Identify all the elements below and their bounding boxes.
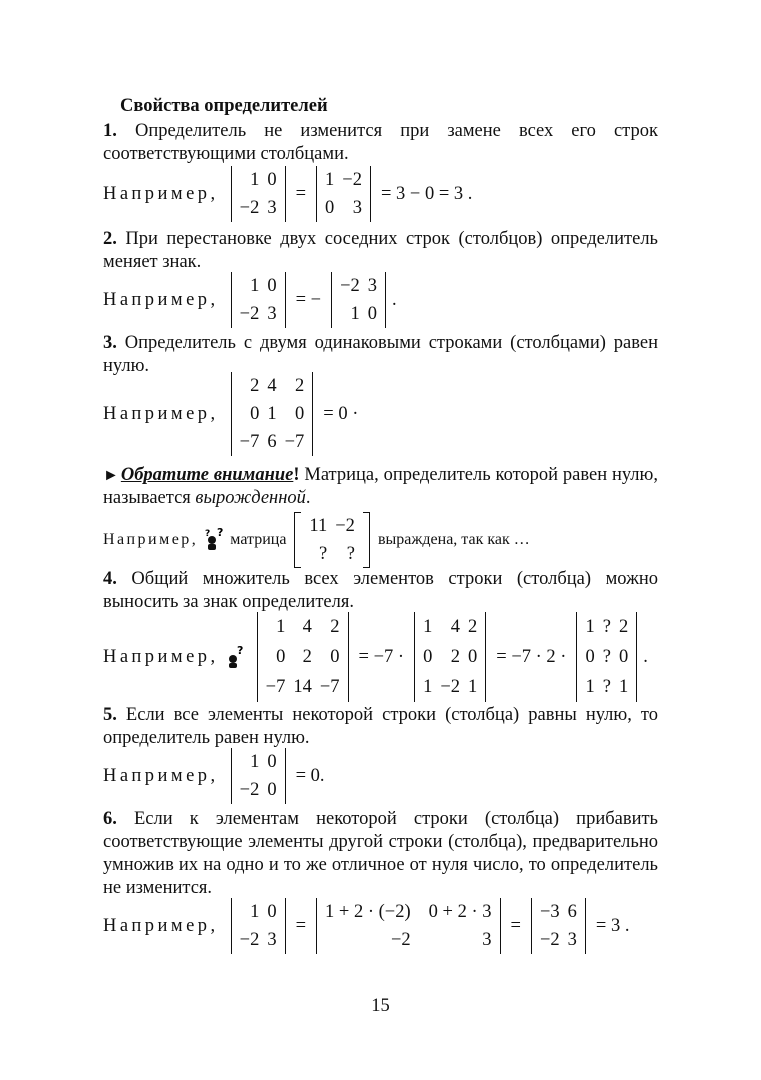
matrix: [294, 512, 370, 568]
matrix-cell: 1: [350, 303, 360, 324]
example-label: Например,: [103, 289, 219, 310]
matrix-cell: 0: [423, 646, 433, 667]
matrix-cell: 0: [330, 646, 340, 667]
property-text: Определитель с двумя одинаковыми строками (столбцами) равен нулю.: [103, 333, 658, 376]
matrix-cell: 6: [267, 431, 277, 452]
matrix-cell: 3: [367, 275, 378, 296]
thinking-person-icon: [225, 645, 247, 669]
matrix-cell: −7: [284, 431, 305, 452]
matrix-cell: 0 + 2 · 3: [428, 901, 492, 922]
matrix-cell: 1: [468, 676, 478, 697]
property-number: 3.: [103, 333, 117, 353]
matrix-cell: 0: [267, 779, 277, 800]
determinant: [227, 372, 318, 456]
matrix-cell: 0: [267, 275, 277, 296]
matrix-cell: 1: [250, 275, 260, 296]
matrix-cell: 3: [267, 303, 277, 324]
matrix-cell: 0: [295, 403, 305, 424]
example-label: Например,: [103, 183, 219, 204]
matrix-cell: 0: [267, 901, 277, 922]
matrix-cell: 0: [267, 751, 277, 772]
matrix-cell: 0: [325, 197, 335, 218]
matrix-cell: 1: [250, 169, 260, 190]
example-label: Например,: [103, 765, 219, 786]
matrix-cell: 6: [567, 901, 577, 922]
matrix-cell: −3: [539, 901, 560, 922]
matrix-cell: 2: [295, 375, 305, 396]
matrix-cell: 2: [450, 646, 461, 667]
property-text: Если к элементам некоторой строки (столбца) прибавить соответствующие элементы другой строки (столбца), предварительно умножив их на одно и то же отличное от нуля число, то определитель не изменится.: [103, 809, 658, 898]
note-end: .: [305, 488, 311, 508]
matrix-cell: −2: [440, 676, 461, 697]
determinant: [227, 166, 290, 222]
property-6: [103, 808, 658, 900]
matrix-cell: 3: [567, 929, 577, 950]
determinant: [527, 898, 590, 954]
page-number: 15: [371, 996, 390, 1016]
determinant: [227, 272, 290, 328]
property-5: [103, 704, 658, 750]
determinant: [253, 612, 353, 702]
matrix-cell: −2: [239, 197, 260, 218]
matrix-cell: 1: [423, 616, 433, 637]
matrix-cell: 4: [450, 616, 461, 637]
determinant: [312, 898, 504, 954]
matrix-cell: 2: [302, 646, 312, 667]
matrix-cell: ?: [602, 676, 611, 697]
example-5: [103, 748, 329, 804]
note-text: Матрица, определитель которой равен нулю, называется: [103, 465, 658, 508]
example-result: = 0.: [295, 765, 325, 786]
example-4: [103, 612, 648, 702]
matrix-cell: 4: [267, 375, 277, 396]
example-label: Например,: [103, 403, 219, 424]
property-number: 4.: [103, 569, 117, 589]
matrix-cell: 2: [330, 616, 340, 637]
matrix-cell: −2: [539, 929, 560, 950]
matrix-cell: 2: [250, 375, 260, 396]
matrix-cell: −7: [265, 676, 286, 697]
matrix-cell: −2: [239, 929, 260, 950]
matrix-cell: 0: [367, 303, 378, 324]
matrix-cell: 1: [250, 901, 260, 922]
determinant: [327, 272, 390, 328]
exclamation: !: [293, 465, 300, 485]
matrix-cell: −2: [335, 515, 355, 536]
matrix-cell: ?: [602, 616, 611, 637]
matrix-cell: 2: [468, 616, 478, 637]
matrix-cell: 3: [267, 929, 277, 950]
property-number: 6.: [103, 809, 117, 829]
example-3: [103, 372, 362, 456]
matrix-cell: 1: [325, 169, 335, 190]
thinking-person-icon: [204, 528, 226, 552]
matrix-cell: −7: [319, 676, 340, 697]
matrix-cell: −2: [342, 169, 362, 190]
svg-text:?: ?: [236, 645, 244, 657]
matrix-cell: 11: [309, 515, 328, 536]
factor: = −7 · 2 ·: [496, 646, 567, 667]
property-1: [103, 120, 658, 166]
matrix-cell: 0: [585, 646, 595, 667]
matrix-cell: 0: [618, 646, 629, 667]
matrix-cell: ?: [346, 543, 355, 564]
example-6: Например, 1 0 −2 3 = 1 + 2 · (−2) 0 + 2 · 3 −2 3 = −3 6 −2 3 = 3 .: [103, 898, 633, 954]
matrix-cell: 1: [585, 616, 595, 637]
example-end: .: [392, 289, 397, 310]
example-result: = 0 ·: [323, 403, 359, 424]
matrix-word: матрица: [230, 531, 287, 548]
matrix-cell: 1: [585, 676, 595, 697]
matrix-cell: ?: [602, 646, 611, 667]
matrix-cell: 3: [482, 929, 492, 950]
matrix-cell: 1: [618, 676, 629, 697]
property-number: 5.: [103, 705, 117, 725]
determinant: [572, 612, 641, 702]
matrix-cell: 1: [267, 403, 277, 424]
property-text: При перестановке двух соседних строк (столбцов) определитель меняет знак.: [103, 229, 658, 272]
example-label: Например,: [103, 646, 219, 667]
matrix-cell: 0: [468, 646, 478, 667]
determinant: [227, 748, 290, 804]
matrix-cell: 14: [293, 676, 312, 697]
matrix-cell: 1: [250, 751, 260, 772]
example-note: [103, 512, 530, 568]
matrix-cell: −2: [390, 929, 411, 950]
matrix-cell: 3: [267, 197, 277, 218]
matrix-cell: −2: [239, 303, 260, 324]
matrix-cell: 1 + 2 · (−2): [325, 901, 411, 922]
matrix-cell: 1: [423, 676, 433, 697]
matrix-cell: −2: [340, 275, 360, 296]
example-1: Например, 1 0 −2 3 = 1 −2 0 3 = 3 − 0 = 3 .: [103, 166, 476, 222]
example-end: .: [643, 646, 648, 667]
svg-text:?: ?: [205, 529, 211, 539]
matrix-cell: 0: [267, 169, 277, 190]
matrix-cell: 0: [250, 403, 260, 424]
property-4: [103, 568, 658, 614]
determinant: [312, 166, 375, 222]
property-text: Определитель не изменится при замене всех его строк соответствующими столбцами.: [103, 121, 658, 164]
property-number: 1.: [103, 121, 117, 141]
attention-note: [103, 464, 658, 510]
property-text: Если все элементы некоторой строки (столбца) равны нулю, то определитель равен нулю.: [103, 705, 658, 748]
svg-text:?: ?: [217, 528, 224, 539]
matrix-cell: 3: [352, 197, 362, 218]
note-tail: выраждена, так как …: [377, 531, 530, 548]
section-title: Свойства определителей: [120, 96, 328, 116]
example-label: Например,: [103, 915, 219, 936]
example-result: = 3 .: [595, 915, 630, 936]
determinant: [227, 898, 290, 954]
matrix-cell: 0: [276, 646, 286, 667]
matrix-cell: −7: [239, 431, 260, 452]
matrix-cell: 4: [302, 616, 312, 637]
attention-label: Обратите внимание: [120, 465, 294, 485]
note-term: вырожденной: [195, 488, 306, 508]
matrix-cell: 2: [618, 616, 629, 637]
example-2: Например, 1 0 −2 3 = − −2 3 1 0 .: [103, 272, 397, 328]
triangle-bullet-icon: ►: [103, 467, 119, 484]
matrix-cell: ?: [319, 543, 328, 564]
property-number: 2.: [103, 229, 117, 249]
factor: = −7 ·: [358, 646, 405, 667]
property-2: [103, 228, 658, 274]
matrix-cell: −2: [239, 779, 260, 800]
matrix-cell: 1: [276, 616, 286, 637]
property-text: Общий множитель всех элементов строки (столбца) можно выносить за знак определителя.: [103, 569, 658, 612]
determinant: [410, 612, 490, 702]
example-result: = 3 − 0 = 3 .: [380, 183, 473, 204]
example-label: Например,: [103, 531, 199, 548]
